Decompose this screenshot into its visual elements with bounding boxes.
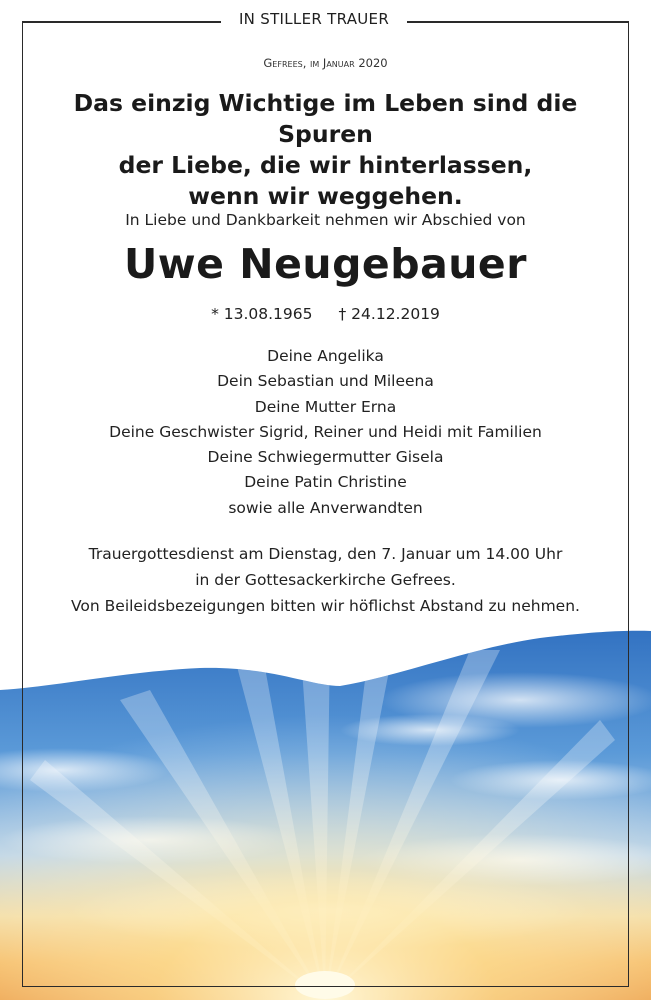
frame-top-right-line bbox=[407, 21, 629, 23]
mourner-line: Deine Schwiegermutter Gisela bbox=[207, 448, 444, 467]
motto-line: Das einzig Wichtige im Leben sind die Spuren bbox=[73, 89, 578, 148]
mourner-line: sowie alle Anverwandten bbox=[228, 498, 423, 517]
service-line: in der Gottesackerkirche Gefrees. bbox=[195, 570, 456, 589]
frame-top-left-line bbox=[22, 21, 221, 23]
mourner-line: Deine Geschwister Sigrid, Reiner und Heidi mit Familien bbox=[109, 422, 542, 441]
life-dates bbox=[0, 305, 651, 323]
service-info bbox=[0, 542, 651, 620]
motto-line: der Liebe, die wir hinterlassen, bbox=[118, 151, 533, 179]
service-line: Trauergottesdienst am Dienstag, den 7. Januar um 14.00 Uhr bbox=[88, 545, 563, 563]
condolence-note: Von Beileidsbezeigungen bitten wir höflichst Abstand zu nehmen. bbox=[71, 597, 580, 615]
motto-line: wenn wir weggehen. bbox=[188, 182, 463, 210]
mourner-line: Deine Mutter Erna bbox=[254, 397, 397, 416]
intro-text: In Liebe und Dankbarkeit nehmen wir Abschied von bbox=[125, 211, 526, 229]
deceased-name: Uwe Neugebauer bbox=[124, 240, 527, 288]
mourner-line: Dein Sebastian und Mileena bbox=[217, 372, 434, 391]
header-title: IN STILLER TRAUER bbox=[238, 10, 390, 28]
place-date: Gefrees, im Januar 2020 bbox=[263, 56, 388, 70]
death-date: † 24.12.2019 bbox=[338, 305, 440, 323]
mourner-line: Deine Patin Christine bbox=[244, 473, 407, 492]
mourner-line: Deine Angelika bbox=[267, 347, 384, 365]
birth-date: * 13.08.1965 bbox=[211, 305, 313, 323]
mourners-list bbox=[0, 344, 651, 521]
motto bbox=[40, 88, 611, 212]
